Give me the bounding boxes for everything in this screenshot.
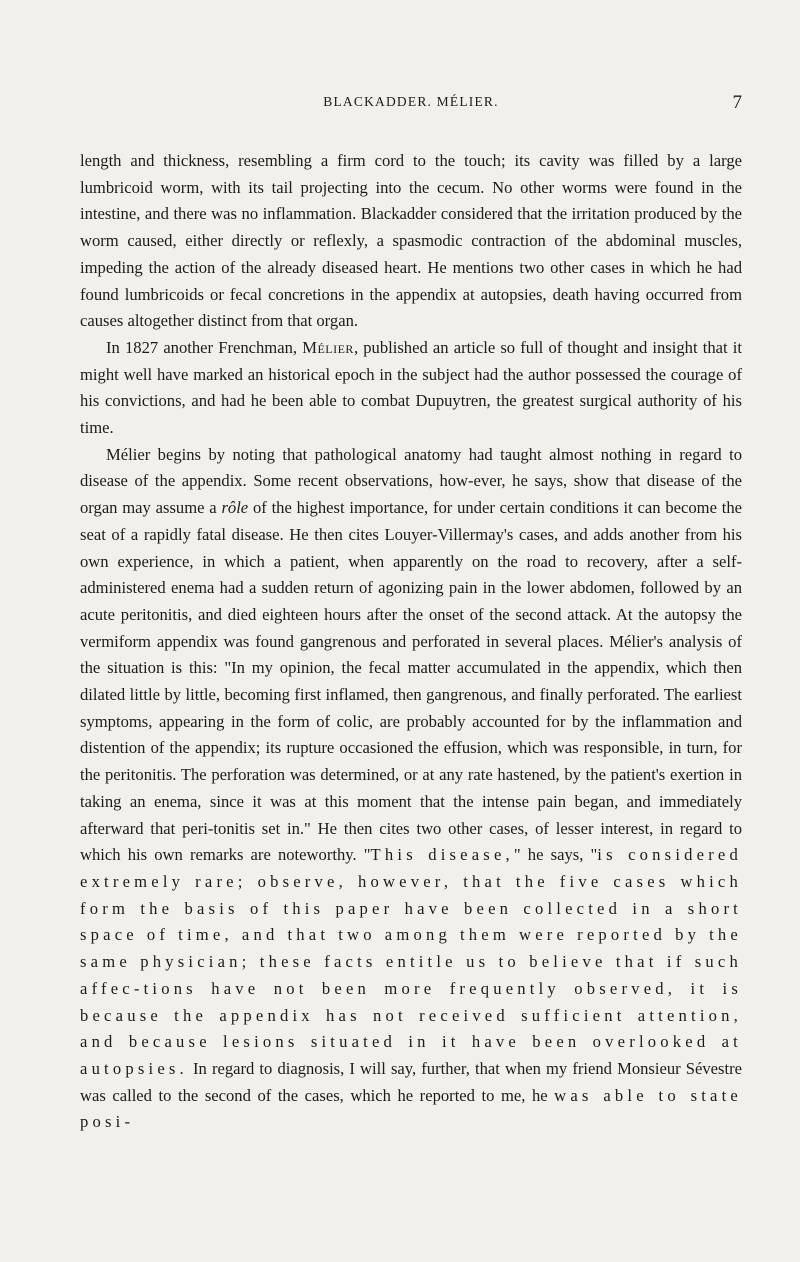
paragraph-3-part-4: In regard to diagnosis, I will say, further, that when my friend Monsieur Sévestre was called to the second of the cases, which he reported to me, he (80, 1058, 742, 1105)
spaced-quote-2: is considered extremely rare; observe, however, that the five cases which form the basis of this paper have been collected in a short space of time, and that two among them were reported by the same physician; these facts entitle us to believe that if such affec-tions have not been more frequently observed, it is because the appendix has not received sufficient attention, and because lesions situated in it have been overlooked at autopsies. (80, 845, 742, 1078)
author-name-melier: Mélier (302, 337, 354, 357)
running-head (80, 70, 742, 113)
paragraph-3-part-3: " he says, " (513, 845, 598, 865)
paragraph-2-after: , published an article so full of thought and insight that it might well have marked an historical epoch in the subject had the author possessed the courage of his convictions, and had he been able to combat Dupuytren, the greatest surgical authority of his time. (80, 337, 742, 438)
spaced-quote-1: This disease, (370, 845, 514, 865)
paragraph-2-before: In 1827 another Frenchman, (106, 337, 303, 357)
body-text (80, 148, 742, 1136)
italic-role: rôle (221, 498, 249, 518)
paragraph-3-part-2: of the highest importance, for under certain conditions it can become the seat of a rapidly fatal disease. He then cites Louyer-Villermay's cases, and adds another from his own experience, in which a patient, when apparently on the road to recovery, after a self-administered enema had a sudden return of agonizing pain in the lower abdomen, followed by an acute peritonitis, and died eighteen hours after the onset of the second attack. At the autopsy the vermiform appendix was found gangrenous and perforated in several places. Mélier's analysis of the situation is this: "In my opinion, the fecal matter accumulated in the appendix, which then dilated little by little, becoming first inflamed, then gangrenous, and finally perforated. The earliest symptoms, appearing in the form of colic, are probably accounted for by the inflammation and distention of the appendix; its rupture occasioned the effusion, which was responsible, in turn, for the peritonitis. The perforation was determined, or at any rate hastened, by the patient's exertion in taking an enema, since it was at this moment that the intense pain began, and immediately afterward that peri-tonitis set in." He then cites two other cases, of lesser interest, in regard to which his own remarks are noteworthy. " (80, 498, 743, 865)
spaced-quote-3: was able to state posi- (80, 1085, 742, 1132)
paragraph-2 (80, 335, 742, 442)
paragraph-1: length and thickness, resembling a firm cord to the touch; its cavity was filled by a large lumbricoid worm, with its tail projecting into the cecum. No other worms were found in the intestine, and there was no inflammation. Blackadder considered that the irritation produced by the worm caused, either directly or reflexly, a spasmodic contraction of the abdominal muscles, impeding the action of the already diseased heart. He mentions two other cases in which he had found lumbricoids or fecal concretions in the appendix at autopsies, death having occurred from causes altogether distinct from that organ. (80, 151, 742, 331)
paragraph-3-part-1: Mélier begins by noting that pathological anatomy had taught almost nothing in regard to disease of the appendix. Some recent observations, how-ever, he says, show that disease of the organ may assume a (80, 444, 742, 518)
running-head-title: BLACKADDER. MÉLIER. (323, 94, 499, 109)
page-number: 7 (732, 92, 742, 113)
paragraph-3 (80, 442, 742, 1136)
page (80, 70, 742, 1136)
